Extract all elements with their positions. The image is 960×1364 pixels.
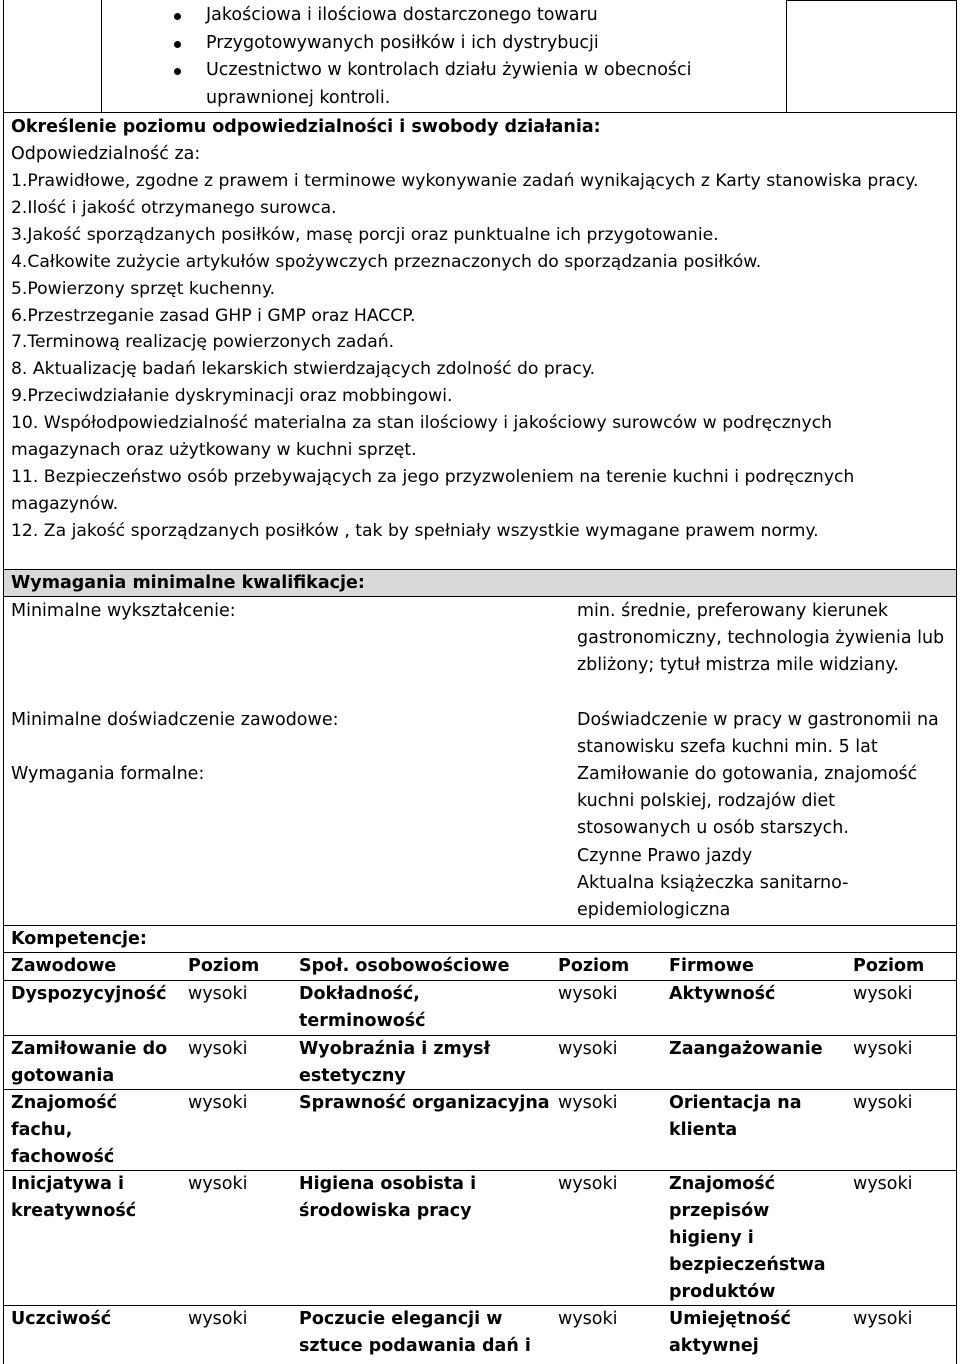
competency-name: Znajomość fachu, fachowość <box>11 1093 118 1167</box>
formal-value-license: Czynne Prawo jazdy <box>577 846 753 866</box>
list-item: Uczestnictwo w kontrolach działu żywienia w obecności <box>160 57 780 85</box>
competency-level: wysoki <box>188 984 248 1004</box>
competency-name: Orientacja na klienta <box>669 1093 802 1140</box>
list-item: 3.Jakość sporządzanych posiłków, masę porcji oraz punktualne ich przygotowanie. <box>11 224 719 245</box>
competency-level: wysoki <box>853 1309 913 1329</box>
col-header-professional: Zawodowe <box>11 956 117 976</box>
col-header-level: Poziom <box>853 956 925 976</box>
education-value: min. średnie, preferowany kierunek gastronomiczny, technologia żywienia lub zbliżony; tytuł mistrza mile widziany. <box>577 601 945 675</box>
col-header-company: Firmowe <box>669 956 754 976</box>
formal-value-diet: Zamiłowanie do gotowania, znajomość kuchni polskiej, rodzajów diet stosowanych u osób starszych. <box>577 764 918 838</box>
list-item: 12. Za jakość sporządzanych posiłków , tak by spełniały wszystkie wymagane prawem normy. <box>11 520 819 541</box>
list-item: 6.Przestrzeganie zasad GHP i GMP oraz HACCP. <box>11 305 416 326</box>
list-item: 4.Całkowite zużycie artykułów spożywczych przeznaczonych do sporządzania posiłków. <box>11 251 762 272</box>
education-label: Minimalne wykształcenie: <box>11 601 236 621</box>
competency-level: wysoki <box>853 984 913 1004</box>
competency-level: wysoki <box>558 1309 618 1329</box>
competency-level: wysoki <box>558 1039 618 1059</box>
competency-name: Aktywność <box>669 984 776 1004</box>
col-header-social: Społ. osobowościowe <box>299 956 510 976</box>
experience-label: Minimalne doświadczenie zawodowe: <box>11 710 339 730</box>
list-item: uprawnionej kontroli. <box>206 87 391 108</box>
competency-level: wysoki <box>188 1093 248 1113</box>
competency-name: Znajomość przepisów higieny i bezpieczeństwa produktów <box>669 1174 826 1302</box>
bullet-icon <box>174 41 181 48</box>
responsibility-list <box>11 168 946 545</box>
top-bullet-list <box>160 2 780 112</box>
list-item: 2.Ilość i jakość otrzymanego surowca. <box>11 197 337 218</box>
list-item: 10. Współodpowiedzialność materialna za stan ilościowy i jakościowy surowców w podręcznych magazynach oraz użytkowany w kuchni sprzęt. <box>11 413 833 461</box>
list-item: Przygotowywanych posiłków i ich dystrybucji <box>160 30 780 58</box>
competency-name: Dyspozycyjność <box>11 984 167 1004</box>
list-item: 8. Aktualizację badań lekarskich stwierdzających zdolność do pracy. <box>11 359 596 380</box>
list-item: 9.Przeciwdziałanie dyskryminacji oraz mobbingowi. <box>11 386 453 407</box>
responsibility-subheading: Odpowiedzialność za: <box>11 144 201 164</box>
competency-name: Higiena osobista i środowiska pracy <box>299 1174 477 1221</box>
competencies-heading: Kompetencje: <box>11 929 147 949</box>
competency-level: wysoki <box>853 1093 913 1113</box>
competency-name: Dokładność, terminowość <box>299 984 426 1031</box>
requirements-heading: Wymagania minimalne kwalifikacje: <box>11 573 365 593</box>
competency-name: Zaangażowanie <box>669 1039 823 1059</box>
list-item: 5.Powierzony sprzęt kuchenny. <box>11 278 276 299</box>
cell-divider <box>786 0 787 113</box>
bullet-icon <box>174 68 181 75</box>
cell-border <box>786 0 957 1</box>
competency-level: wysoki <box>853 1039 913 1059</box>
list-item: 11. Bezpieczeństwo osób przebywających za jego przyzwoleniem na terenie kuchni i podręcznych magazynów. <box>11 466 855 514</box>
competency-level: wysoki <box>558 1174 618 1194</box>
formal-value-sanitary: Aktualna książeczka sanitarno-epidemiologiczna <box>577 873 849 920</box>
list-item: Jakościowa i ilościowa dostarczonego towaru <box>160 2 780 30</box>
competency-name: Uczciwość <box>11 1309 112 1329</box>
competency-level: wysoki <box>558 984 618 1004</box>
cell-divider <box>101 0 102 113</box>
bullet-icon <box>174 13 181 20</box>
competency-level: wysoki <box>188 1309 248 1329</box>
row-border <box>3 112 957 113</box>
competency-name: Umiejętność aktywnej <box>669 1309 791 1356</box>
competency-level: wysoki <box>188 1174 248 1194</box>
list-item: 1.Prawidłowe, zgodne z prawem i terminowe wykonywanie zadań wynikających z Karty stanowiska pracy. <box>11 171 919 191</box>
competency-name: Wyobraźnia i zmysł estetyczny <box>299 1039 491 1086</box>
competency-level: wysoki <box>853 1174 913 1194</box>
competency-name: Inicjatywa i kreatywność <box>11 1174 137 1221</box>
col-header-level: Poziom <box>558 956 630 976</box>
experience-value: Doświadczenie w pracy w gastronomii na stanowisku szefa kuchni min. 5 lat <box>577 710 939 757</box>
row-border <box>3 596 957 597</box>
competency-name: Sprawność organizacyjna <box>299 1093 550 1113</box>
list-item: 7.Terminową realizację powierzonych zadań. <box>11 332 395 353</box>
competency-level: wysoki <box>188 1039 248 1059</box>
formal-label: Wymagania formalne: <box>11 764 205 784</box>
responsibility-heading: Określenie poziomu odpowiedzialności i swobody działania: <box>11 117 601 137</box>
competency-name: Poczucie elegancji w sztuce podawania dań i <box>299 1309 531 1356</box>
competency-level: wysoki <box>558 1093 618 1113</box>
competency-name: Zamiłowanie do gotowania <box>11 1039 168 1086</box>
col-header-level: Poziom <box>188 956 260 976</box>
